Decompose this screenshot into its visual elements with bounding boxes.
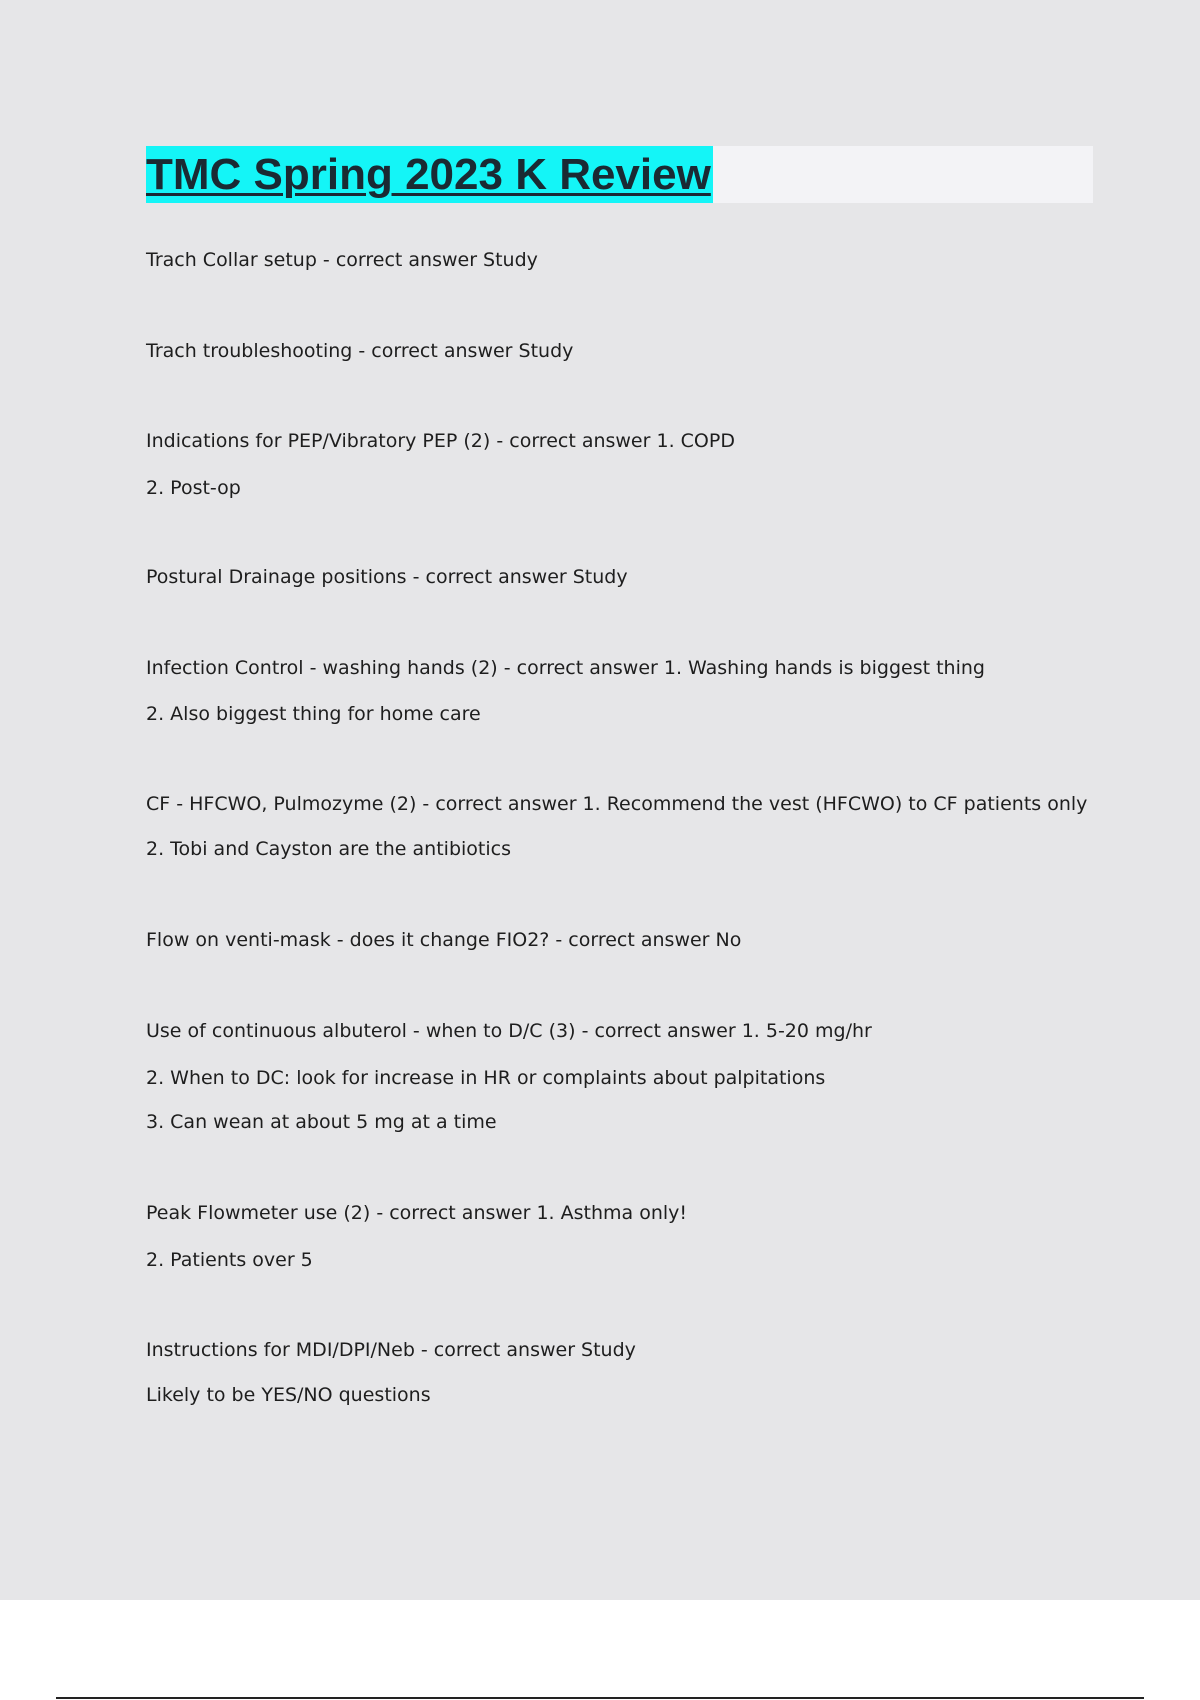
text-line: 2. Also biggest thing for home care	[146, 703, 481, 725]
text-line: Flow on venti-mask - does it change FIO2? - correct answer No	[146, 929, 742, 951]
text-line: Trach Collar setup - correct answer Study	[146, 249, 538, 271]
text-line: Instructions for MDI/DPI/Neb - correct answer Study	[146, 1339, 636, 1361]
text-line: Use of continuous albuterol - when to D/C (3) - correct answer 1. 5-20 mg/hr	[146, 1020, 872, 1042]
text-line: 2. Post-op	[146, 477, 241, 499]
title-highlight	[146, 146, 713, 203]
text-line: Trach troubleshooting - correct answer Study	[146, 340, 574, 362]
text-line: Infection Control - washing hands (2) - correct answer 1. Washing hands is biggest thing	[146, 657, 985, 679]
text-line: Peak Flowmeter use (2) - correct answer 1. Asthma only!	[146, 1202, 688, 1224]
footer-divider	[56, 1697, 1144, 1699]
text-line: CF - HFCWO, Pulmozyme (2) - correct answer 1. Recommend the vest (HFCWO) to CF patients only	[146, 793, 1088, 815]
text-line: 2. Patients over 5	[146, 1249, 313, 1271]
text-line: Postural Drainage positions - correct answer Study	[146, 566, 628, 588]
text-line: 3. Can wean at about 5 mg at a time	[146, 1111, 497, 1133]
text-line: 2. Tobi and Cayston are the antibiotics	[146, 838, 511, 860]
text-line: Indications for PEP/Vibratory PEP (2) - correct answer 1. COPD	[146, 430, 735, 452]
text-line: 2. When to DC: look for increase in HR or complaints about palpitations	[146, 1067, 826, 1089]
document-title: TMC Spring 2023 K Review	[146, 150, 711, 199]
text-line: Likely to be YES/NO questions	[146, 1384, 431, 1406]
